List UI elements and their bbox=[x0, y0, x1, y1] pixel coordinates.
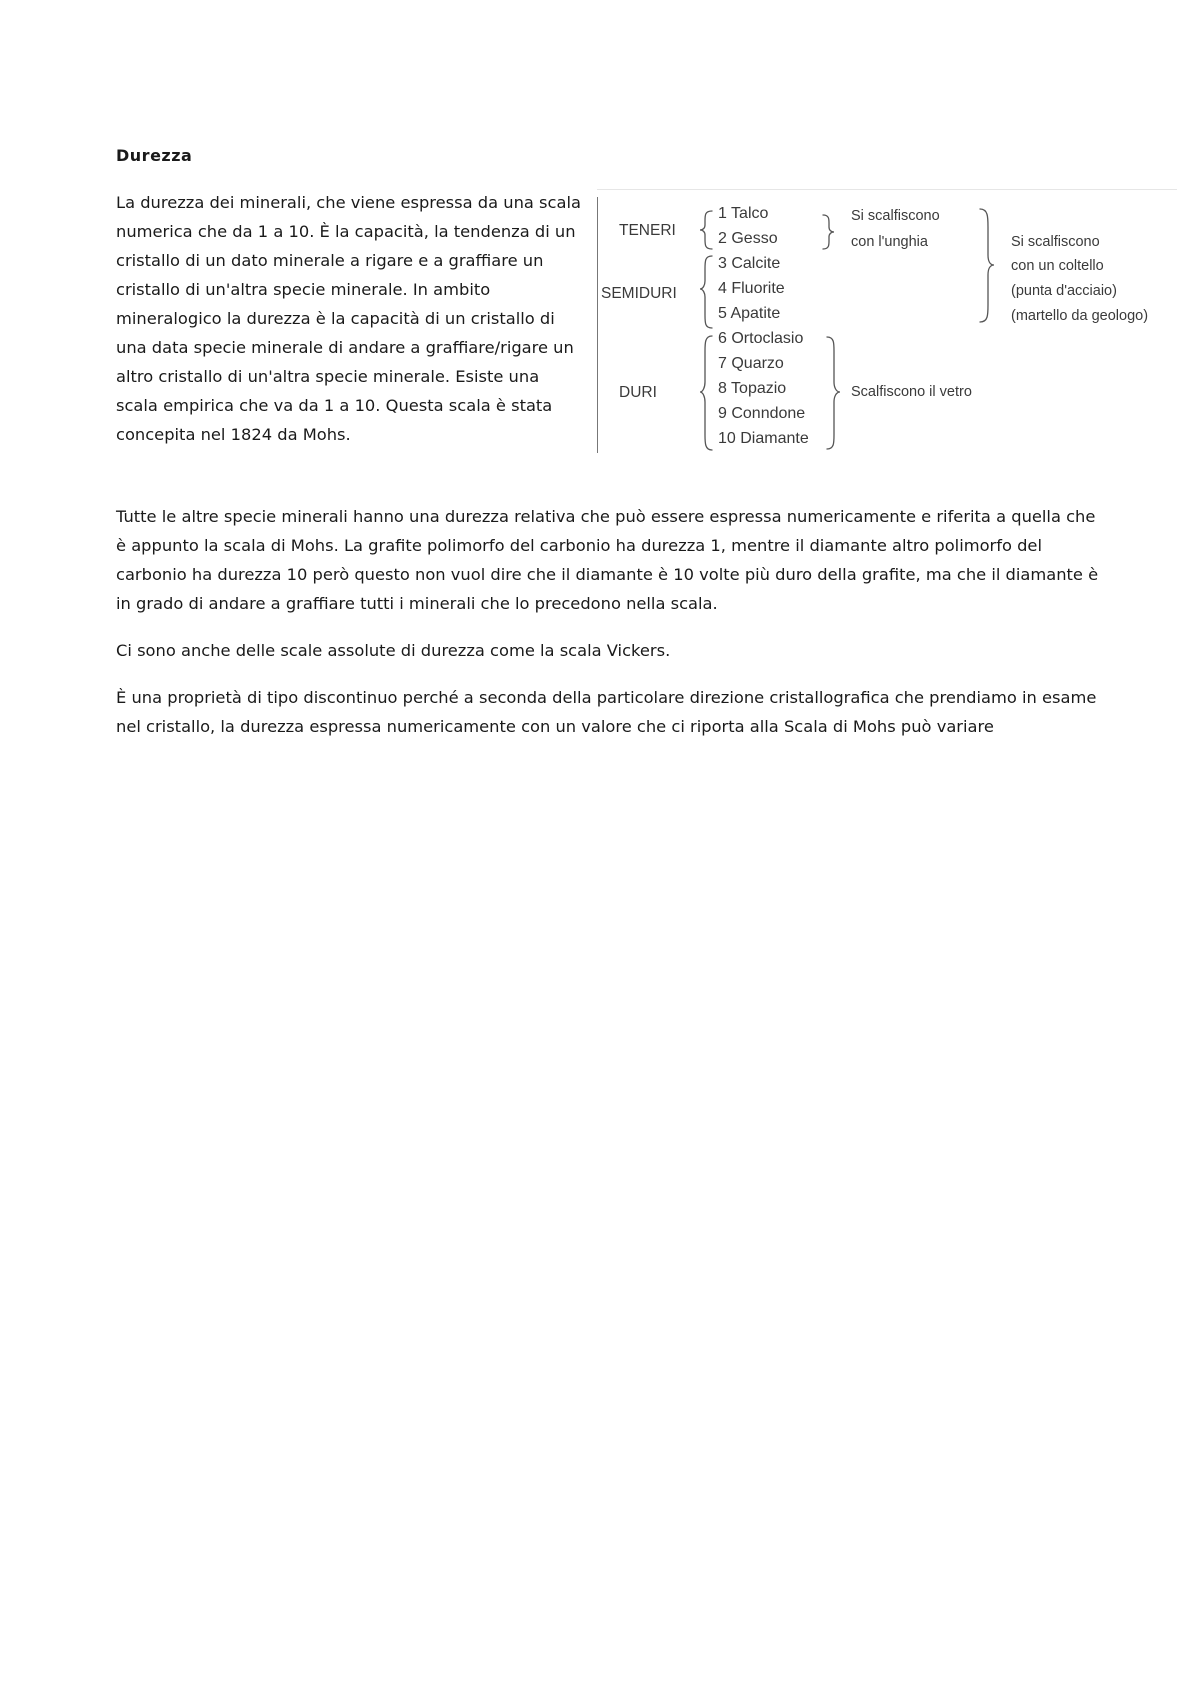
mohs-scale-figure bbox=[597, 185, 1177, 453]
note-glass: Scalfiscono il vetro bbox=[851, 384, 972, 400]
mineral-item-6: 6 Ortoclasio bbox=[718, 330, 804, 347]
mineral-item-2: 2 Gesso bbox=[718, 230, 778, 247]
note-knife-line-3: (punta d'acciaio) bbox=[1011, 283, 1117, 299]
group-label-duri: DURI bbox=[619, 384, 657, 401]
figure-braces bbox=[597, 185, 1177, 453]
brace-semiduri-icon bbox=[700, 256, 712, 328]
brace-knife-icon bbox=[980, 209, 994, 322]
group-label-semiduri: SEMIDURI bbox=[601, 285, 677, 302]
mineral-item-5: 5 Apatite bbox=[718, 305, 781, 322]
brace-teneri-icon bbox=[700, 211, 712, 249]
note-nail-line-1: Si scalfiscono bbox=[851, 208, 940, 224]
mineral-item-1: 1 Talco bbox=[718, 205, 769, 222]
mineral-item-3: 3 Calcite bbox=[718, 255, 781, 272]
note-knife-line-1: Si scalfiscono bbox=[1011, 234, 1100, 250]
note-knife-line-2: con un coltello bbox=[1011, 258, 1104, 274]
brace-duri-icon bbox=[700, 336, 712, 450]
page-title: Durezza bbox=[116, 146, 193, 165]
note-knife-line-4: (martello da geologo) bbox=[1011, 308, 1149, 324]
mineral-item-10: 10 Diamante bbox=[718, 430, 809, 447]
mineral-item-8: 8 Topazio bbox=[718, 380, 787, 397]
mineral-item-9: 9 Conndone bbox=[718, 405, 806, 422]
brace-glass-icon bbox=[827, 337, 840, 449]
mineral-item-7: 7 Quarzo bbox=[718, 355, 784, 372]
paragraph-absolute-scales: Ci sono anche delle scale assolute di durezza come la scala Vickers. bbox=[116, 641, 671, 660]
mineral-item-4: 4 Fluorite bbox=[718, 280, 785, 297]
note-nail-line-2: con l'unghia bbox=[851, 234, 928, 250]
brace-nail-icon bbox=[823, 215, 834, 249]
group-label-teneri: TENERI bbox=[619, 222, 676, 239]
paragraph-relative-hardness: Tutte le altre specie minerali hanno una durezza relativa che può essere espressa numericamente e riferita a quella che è appunto la scala di Mohs. La grafite polimorfo del carbonio ha durezza 1, mentre il diamante altro polimorfo del carbonio ha durezza 10 però questo non vuol dire che il diamante è 10 volte più duro della grafite, ma che il diamante è in grado di andare a graffiare tutti i minerali che lo precedono nella scala. bbox=[116, 507, 1099, 613]
intro-paragraph: La durezza dei minerali, che viene espressa da una scala numerica che da 1 a 10. È la capacità, la tendenza di un cristallo di un dato minerale a rigare e a graffiare un cristallo di un'altra specie minerale. In ambito mineralogico la durezza è la capacità di un cristallo di una data specie minerale di andare a graffiare/rigare un altro cristallo di un'altra specie minerale. Esiste una scala empirica che va da 1 a 10. Questa scala è stata concepita nel 1824 da Mohs. bbox=[116, 193, 581, 444]
paragraph-anisotropy: È una proprietà di tipo discontinuo perché a seconda della particolare direzione cristallografica che prendiamo in esame nel cristallo, la durezza espressa numericamente con un valore che ci riporta alla Scala di Mohs può variare bbox=[116, 688, 1097, 736]
